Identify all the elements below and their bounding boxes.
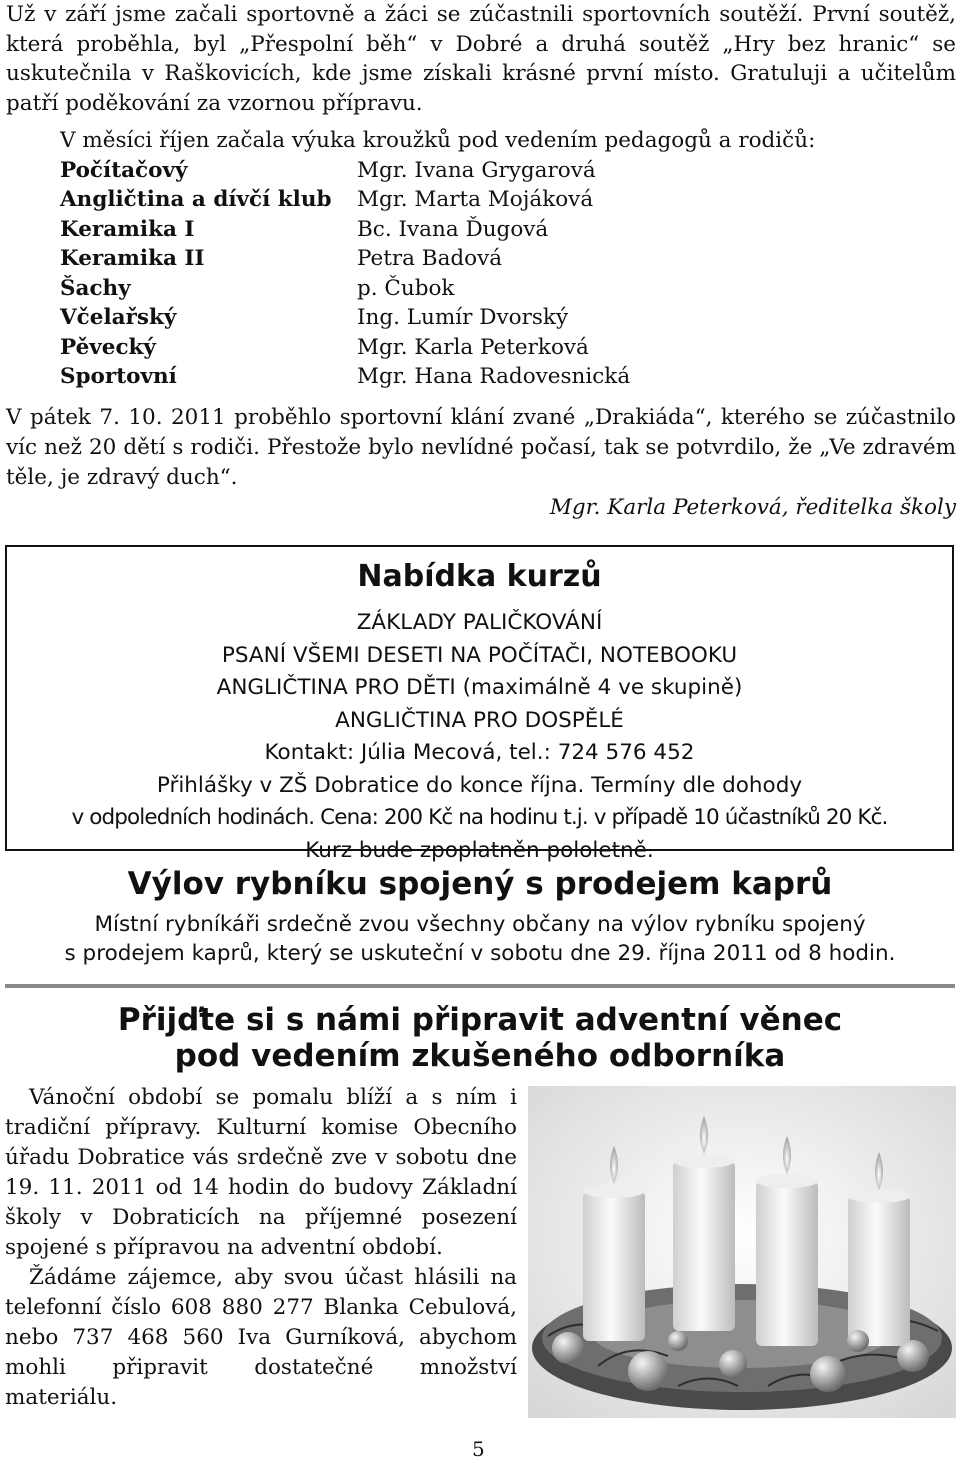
section-divider [5, 984, 955, 988]
course-price: v odpoledních hodinách. Cena: 200 Kč na hodinu t.j. v případě 10 účastníků 20 Kč. [71, 805, 888, 830]
club-name: Šachy [60, 275, 131, 301]
advent-paragraph: Vánoční období se pomalu blíží a s ním i tradiční přípravy. Kulturní komise Obecního úřadu Dobratice vás srdečně zve v sobotu dne 19. 11. 2011 od 14 hodin do budovy Základní školy v Dobraticích na příjemné posezení spojené s přípravou na adventní období. [5, 1085, 517, 1260]
club-name: Angličtina a dívčí klub [60, 187, 332, 212]
advent-wreath-photo [528, 1086, 956, 1418]
club-row [60, 244, 960, 274]
club-name: Keramika II [60, 246, 205, 271]
club-name: Pěvecký [60, 334, 156, 360]
club-name: Včelařský [60, 305, 177, 330]
clubs-section [60, 126, 960, 392]
intro-paragraph: Už v září jsme začali sportovně a žáci se zúčastnili sportovních soutěží. První soutěž, která proběhla, byl „Přespolní běh“ v Dobré a druhá soutěž „Hry bez hranic“ se uskutečnila v Raškovicích, kde jsme získali krásné první místo. Gratuluji a učitelům patří poděkování za vzornou přípravu. [6, 2, 956, 116]
club-leader: Petra Badová [357, 246, 503, 271]
club-row [60, 215, 960, 245]
advent-heading-line: pod vedením zkušeného odborníka [174, 1038, 786, 1074]
club-leader: Mgr. Karla Peterková [357, 334, 589, 360]
drakiada-section [6, 403, 956, 493]
advent-text [5, 1083, 517, 1413]
course-line: ZÁKLADY PALIČKOVÁNÍ [356, 610, 603, 635]
drakiada-paragraph: V pátek 7. 10. 2011 proběhlo sportovní klání zvané „Drakiáda“, kterého se zúčastnilo víc než 20 dětí s rodiči. Přestože bylo nevlídné počasí, tak se potvrdilo, že „Ve zdravém těle, je zdravý duch“. [6, 405, 956, 490]
club-row [60, 274, 960, 304]
vylov-line: s prodejem kaprů, který se uskuteční v sobotu dne 29. října 2011 od 8 hodin. [64, 941, 896, 966]
club-row [60, 362, 960, 392]
vylov-heading: Výlov rybníku spojený s prodejem kaprů [127, 866, 833, 902]
course-payment-note: Kurz bude zpoplatněn pololetně. [305, 837, 654, 863]
club-leader: Mgr. Ivana Grygarová [357, 157, 596, 183]
clubs-heading: V měsíci říjen začala výuka kroužků pod vedením pedagogů a rodičů: [60, 128, 816, 153]
club-name: Počítačový [60, 157, 188, 183]
club-row [60, 303, 960, 333]
advent-heading-line: Přijďte si s námi připravit adventní věnec [117, 1002, 843, 1038]
club-leader: Bc. Ivana Ďugová [357, 216, 549, 242]
club-row [60, 156, 960, 186]
page-number: 5 [472, 1437, 485, 1461]
course-line: PSANÍ VŠEMI DESETI NA POČÍTAČI, NOTEBOOKU [221, 642, 738, 668]
course-line: ANGLIČTINA PRO DOSPĚLÉ [335, 707, 624, 733]
course-line: ANGLIČTINA PRO DĚTI (maximálně 4 ve skupině) [216, 675, 743, 700]
courses-box [5, 545, 954, 863]
advent-heading [0, 1002, 960, 1074]
course-signup: Přihlášky v ZŠ Dobratice do konce října. Termíny dle dohody [156, 772, 803, 798]
club-leader: Mgr. Hana Radovesnická [357, 364, 631, 389]
signature: Mgr. Karla Peterková, ředitelka školy [549, 495, 956, 520]
advent-paragraph: Žádáme zájemce, aby svou účast hlásili na telefonní číslo 608 880 277 Blanka Cebulová, nebo 737 468 560 Iva Gurníková, abychom mohli připravit dostatečné množství materiálu. [5, 1265, 517, 1410]
club-leader: p. Čubok [357, 275, 455, 301]
club-name: Keramika I [60, 216, 195, 242]
club-leader: Ing. Lumír Dvorský [357, 305, 569, 330]
club-row [60, 185, 960, 215]
courses-title: Nabídka kurzů [357, 559, 602, 594]
club-row [60, 333, 960, 363]
vylov-text [0, 910, 960, 968]
course-contact: Kontakt: Júlia Mecová, tel.: 724 576 452 [264, 740, 695, 765]
club-name: Sportovní [60, 364, 177, 389]
courses-list [7, 607, 952, 867]
vylov-line: Místní rybníkáři srdečně zvou všechny občany na výlov rybníku spojený [94, 912, 866, 937]
intro-section [6, 0, 956, 118]
club-leader: Mgr. Marta Mojáková [357, 187, 594, 212]
